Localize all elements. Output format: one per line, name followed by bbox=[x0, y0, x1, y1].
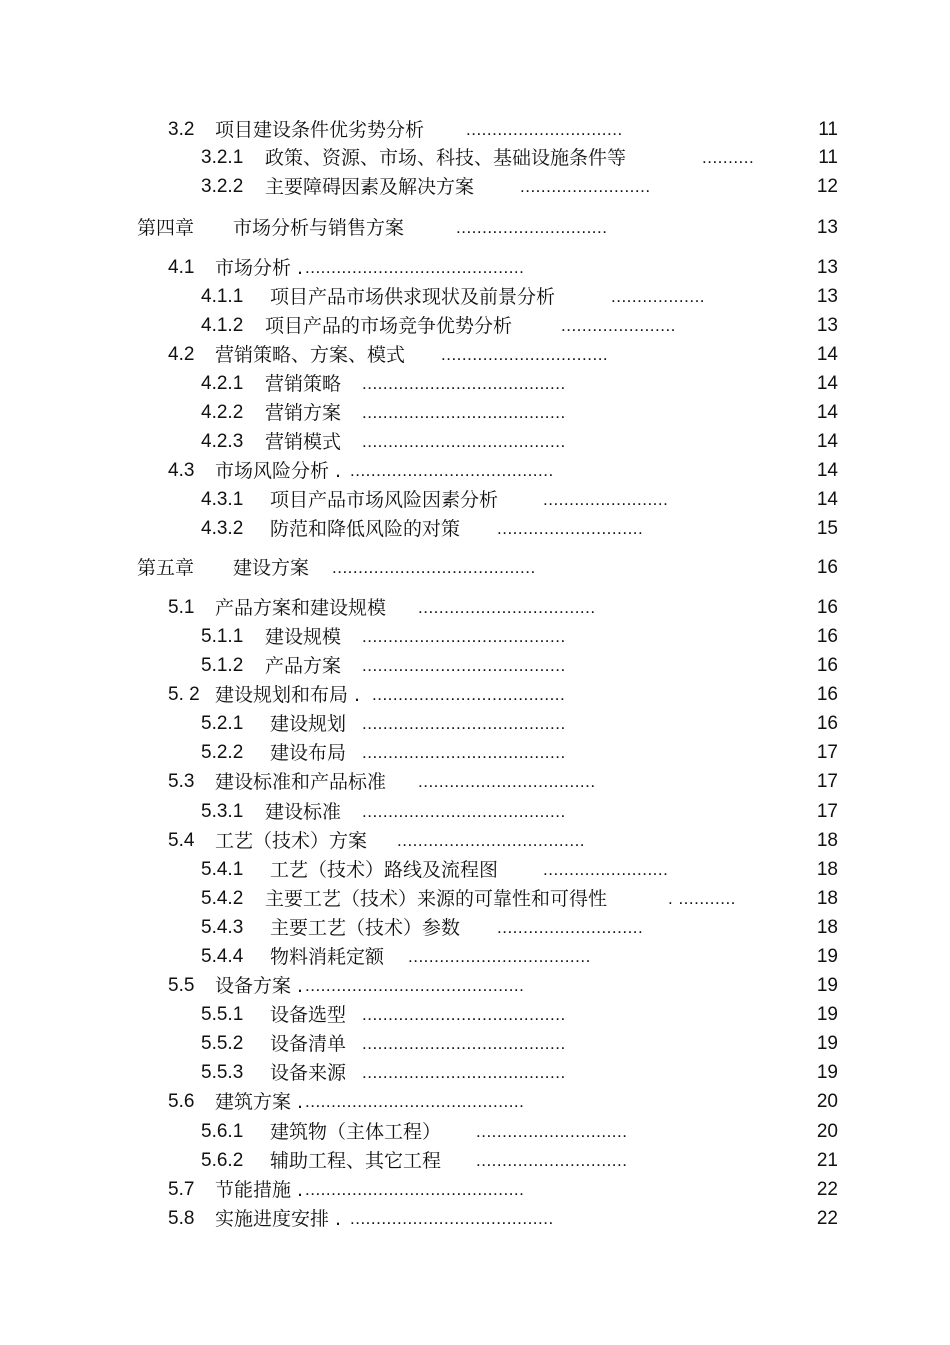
toc-dot-leader: .......................................... bbox=[305, 976, 525, 995]
toc-entry-number: 5.7 bbox=[168, 1179, 195, 1200]
toc-entry-title: 建设布局 bbox=[270, 742, 347, 764]
toc-page-number: 14 bbox=[816, 402, 838, 423]
toc-dot-leader: ....................................... bbox=[362, 656, 566, 675]
toc-entry[interactable] bbox=[0, 516, 950, 542]
toc-entry[interactable] bbox=[0, 915, 950, 941]
toc-entry-title: 主要工艺（技术）参数 bbox=[270, 917, 461, 939]
toc-entry-number: 5.2.1 bbox=[201, 713, 244, 734]
toc-entry-title: 建设规划和布局 . bbox=[215, 684, 361, 706]
toc-dot-leader: .......................................... bbox=[305, 258, 525, 277]
toc-dot-leader: .................................. bbox=[418, 772, 596, 791]
toc-entry-title: 建设方案 bbox=[233, 557, 310, 579]
toc-entry-number: 第五章 bbox=[137, 557, 195, 579]
toc-page-number: 22 bbox=[816, 1179, 838, 1200]
toc-entry-number: 5.6.2 bbox=[201, 1150, 244, 1171]
toc-dot-leader: .......................................... bbox=[305, 1092, 525, 1111]
toc-entry-number: 4.2.3 bbox=[201, 431, 244, 452]
toc-page-number: 14 bbox=[816, 460, 838, 481]
toc-dot-leader: .................. bbox=[611, 287, 706, 306]
toc-entry-number: 5.6 bbox=[168, 1091, 195, 1112]
toc-entry[interactable] bbox=[0, 313, 950, 339]
toc-dot-leader: ....................................... bbox=[362, 1063, 566, 1082]
toc-entry-number: 4.1.2 bbox=[201, 315, 244, 336]
toc-entry-title: 主要障碍因素及解决方案 bbox=[265, 176, 475, 198]
toc-entry-title: 产品方案和建设规模 bbox=[215, 597, 387, 619]
toc-dot-leader: ....................................... bbox=[362, 374, 566, 393]
toc-entry[interactable] bbox=[0, 973, 950, 999]
toc-entry-title: 项目产品市场风险因素分析 bbox=[270, 489, 499, 511]
toc-entry-title: 项目产品的市场竞争优势分析 bbox=[265, 315, 513, 337]
toc-page-number: 21 bbox=[816, 1150, 838, 1171]
toc-entry-number: 5.4.2 bbox=[201, 888, 244, 909]
toc-dot-leader: .................................... bbox=[397, 831, 586, 850]
toc-dot-leader: .................................. bbox=[418, 598, 596, 617]
toc-entry[interactable] bbox=[0, 1119, 950, 1145]
toc-entry-title: 工艺（技术）方案 bbox=[215, 830, 368, 852]
toc-entry[interactable] bbox=[0, 682, 950, 708]
toc-page-number: 19 bbox=[816, 975, 838, 996]
toc-entry[interactable] bbox=[0, 400, 950, 426]
toc-entry[interactable] bbox=[0, 944, 950, 970]
toc-entry-title: 建筑方案 . bbox=[215, 1091, 304, 1113]
toc-entry-number: 5.1 bbox=[168, 597, 195, 618]
toc-page-number: 14 bbox=[816, 344, 838, 365]
toc-entry[interactable] bbox=[0, 429, 950, 455]
toc-dot-leader: ....................................... bbox=[350, 1209, 554, 1228]
toc-entry-number: 5.4 bbox=[168, 830, 195, 851]
toc-entry-number: 4.2.2 bbox=[201, 402, 244, 423]
toc-page-number: 13 bbox=[816, 257, 838, 278]
toc-entry[interactable] bbox=[0, 624, 950, 650]
toc-entry-number: 5.5 bbox=[168, 975, 195, 996]
toc-entry-title: 市场风险分析 . bbox=[215, 460, 342, 482]
toc-entry-title: 政策、资源、市场、科技、基础设施条件等 bbox=[265, 147, 627, 169]
toc-entry-number: 3.2.2 bbox=[201, 176, 244, 197]
toc-entry-number: 5.8 bbox=[168, 1208, 195, 1229]
toc-entry-title: 市场分析 . bbox=[215, 257, 304, 279]
toc-entry[interactable] bbox=[0, 857, 950, 883]
toc-entry[interactable] bbox=[0, 886, 950, 912]
toc-entry-number: 4.2.1 bbox=[201, 373, 244, 394]
toc-entry[interactable] bbox=[0, 828, 950, 854]
toc-entry-title: 节能措施 . bbox=[215, 1179, 304, 1201]
toc-page-number: 18 bbox=[816, 859, 838, 880]
toc-dot-leader: ............................ bbox=[497, 918, 644, 937]
toc-dot-leader: ....................................... bbox=[362, 802, 566, 821]
toc-dot-leader: ....................................... bbox=[362, 403, 566, 422]
toc-entry[interactable] bbox=[0, 769, 950, 795]
toc-entry-title: 市场分析与销售方案 bbox=[233, 217, 405, 239]
toc-page-number: 17 bbox=[816, 771, 838, 792]
toc-dot-leader: ........................ bbox=[543, 860, 669, 879]
toc-entry[interactable] bbox=[0, 284, 950, 310]
toc-page-number: 13 bbox=[816, 217, 838, 238]
toc-entry-title: 建设标准 bbox=[265, 801, 342, 823]
toc-entry[interactable] bbox=[0, 174, 950, 200]
toc-page-number: 19 bbox=[816, 1004, 838, 1025]
toc-page-number: 19 bbox=[816, 1062, 838, 1083]
toc-entry-number: 5. 2 bbox=[168, 684, 200, 705]
toc-entry-number: 5.4.4 bbox=[201, 946, 244, 967]
toc-entry[interactable] bbox=[0, 458, 950, 484]
toc-page-number: 17 bbox=[816, 801, 838, 822]
toc-entry[interactable] bbox=[0, 595, 950, 621]
toc-entry-number: 3.2.1 bbox=[201, 147, 244, 168]
toc-entry-title: 营销策略、方案、模式 bbox=[215, 344, 406, 366]
toc-entry-title: 建设标准和产品标准 bbox=[215, 771, 387, 793]
toc-page-number: 17 bbox=[816, 742, 838, 763]
toc-entry-number: 5.1.2 bbox=[201, 655, 244, 676]
toc-entry-number: 5.6.1 bbox=[201, 1121, 244, 1142]
toc-entry-number: 5.4.3 bbox=[201, 917, 244, 938]
toc-page-number: 18 bbox=[816, 917, 838, 938]
toc-page-number: 13 bbox=[816, 286, 838, 307]
toc-page-number: 18 bbox=[816, 888, 838, 909]
toc-entry-number: 5.4.1 bbox=[201, 859, 244, 880]
toc-entry-title: 建筑物（主体工程） bbox=[270, 1121, 442, 1143]
toc-entry-title: 建设规模 bbox=[265, 626, 342, 648]
toc-dot-leader: .......................................... bbox=[305, 1180, 525, 1199]
toc-page-number: 16 bbox=[816, 597, 838, 618]
toc-entry-number: 5.5.3 bbox=[201, 1062, 244, 1083]
toc-entry[interactable] bbox=[0, 1060, 950, 1086]
toc-dot-leader: . ........... bbox=[668, 889, 736, 908]
toc-entry-number: 4.3.2 bbox=[201, 518, 244, 539]
toc-entry-title: 项目建设条件优劣势分析 bbox=[215, 119, 425, 141]
toc-entry[interactable] bbox=[0, 371, 950, 397]
toc-entry-title: 主要工艺（技术）来源的可靠性和可得性 bbox=[265, 888, 608, 910]
toc-entry-title: 设备选型 bbox=[270, 1004, 347, 1026]
toc-page-number: 16 bbox=[816, 655, 838, 676]
toc-page-number: 16 bbox=[816, 713, 838, 734]
toc-page-number: 16 bbox=[816, 684, 838, 705]
toc-entry[interactable] bbox=[0, 711, 950, 737]
toc-dot-leader: ........................ bbox=[543, 490, 669, 509]
toc-entry[interactable] bbox=[0, 117, 950, 143]
toc-entry-number: 5.5.2 bbox=[201, 1033, 244, 1054]
toc-entry-title: 项目产品市场供求现状及前景分析 bbox=[270, 286, 556, 308]
toc-dot-leader: ....................................... bbox=[332, 558, 536, 577]
toc-page-number: 11 bbox=[818, 119, 838, 140]
toc-dot-leader: ......................... bbox=[520, 177, 651, 196]
toc-dot-leader: ................................... bbox=[408, 947, 591, 966]
toc-entry-number: 第四章 bbox=[137, 217, 195, 239]
toc-entry-title: 设备清单 bbox=[270, 1033, 347, 1055]
toc-page-number: 14 bbox=[816, 489, 838, 510]
toc-dot-leader: .......... bbox=[702, 148, 755, 167]
toc-page-number: 13 bbox=[816, 315, 838, 336]
toc-page-number: 14 bbox=[816, 373, 838, 394]
toc-dot-leader: ............................ bbox=[497, 519, 644, 538]
toc-page-number: 22 bbox=[816, 1208, 838, 1229]
toc-dot-leader: ..................................... bbox=[372, 685, 566, 704]
toc-page-number: 20 bbox=[816, 1121, 838, 1142]
toc-dot-leader: .............................. bbox=[466, 120, 623, 139]
toc-dot-leader: ....................................... bbox=[362, 714, 566, 733]
toc-dot-leader: ............................. bbox=[476, 1151, 628, 1170]
toc-page-number: 16 bbox=[816, 557, 838, 578]
toc-entry-number: 4.1.1 bbox=[201, 286, 244, 307]
toc-dot-leader: ....................................... bbox=[350, 461, 554, 480]
toc-page-number: 18 bbox=[816, 830, 838, 851]
toc-dot-leader: ................................ bbox=[441, 345, 609, 364]
toc-dot-leader: ...................... bbox=[561, 316, 676, 335]
toc-entry[interactable] bbox=[0, 487, 950, 513]
toc-entry-title: 设备方案 . bbox=[215, 975, 304, 997]
toc-page-number: 16 bbox=[816, 626, 838, 647]
toc-page-number: 19 bbox=[816, 1033, 838, 1054]
toc-entry-title: 实施进度安排 . bbox=[215, 1208, 342, 1230]
toc-entry[interactable] bbox=[0, 1002, 950, 1028]
toc-entry-title: 辅助工程、其它工程 bbox=[270, 1150, 442, 1172]
toc-page-number: 19 bbox=[816, 946, 838, 967]
toc-entry[interactable] bbox=[0, 740, 950, 766]
toc-dot-leader: ....................................... bbox=[362, 1034, 566, 1053]
toc-dot-leader: ....................................... bbox=[362, 743, 566, 762]
toc-entry-title: 营销模式 bbox=[265, 431, 342, 453]
toc-entry[interactable] bbox=[0, 555, 950, 581]
toc-page-number: 12 bbox=[816, 176, 838, 197]
toc-entry[interactable] bbox=[0, 1148, 950, 1174]
toc-dot-leader: ............................. bbox=[476, 1122, 628, 1141]
toc-entry-title: 工艺（技术）路线及流程图 bbox=[270, 859, 499, 881]
toc-entry-number: 5.3.1 bbox=[201, 801, 244, 822]
toc-entry-title: 设备来源 bbox=[270, 1062, 347, 1084]
toc-entry-number: 4.1 bbox=[168, 257, 195, 278]
toc-entry[interactable] bbox=[0, 799, 950, 825]
toc-dot-leader: ....................................... bbox=[362, 1005, 566, 1024]
toc-page-number: 20 bbox=[816, 1091, 838, 1112]
toc-entry-title: 建设规划 bbox=[270, 713, 347, 735]
toc-entry-number: 4.2 bbox=[168, 344, 195, 365]
toc-entry-number: 5.5.1 bbox=[201, 1004, 244, 1025]
toc-entry-title: 产品方案 bbox=[265, 655, 342, 677]
toc-entry[interactable] bbox=[0, 1206, 950, 1232]
toc-entry[interactable] bbox=[0, 145, 950, 171]
toc-entry-number: 5.1.1 bbox=[201, 626, 244, 647]
toc-entry[interactable] bbox=[0, 255, 950, 281]
toc-entry-number: 4.3.1 bbox=[201, 489, 244, 510]
toc-dot-leader: ....................................... bbox=[362, 432, 566, 451]
toc-entry[interactable] bbox=[0, 1031, 950, 1057]
toc-entry-number: 4.3 bbox=[168, 460, 195, 481]
toc-page-number: 11 bbox=[818, 147, 838, 168]
toc-entry-number: 3.2 bbox=[168, 119, 195, 140]
toc-dot-leader: ....................................... bbox=[362, 627, 566, 646]
toc-entry-number: 5.3 bbox=[168, 771, 195, 792]
toc-page-number: 15 bbox=[816, 518, 838, 539]
toc-entry-title: 防范和降低风险的对策 bbox=[270, 518, 461, 540]
toc-entry[interactable] bbox=[0, 653, 950, 679]
toc-entry[interactable] bbox=[0, 342, 950, 368]
toc-entry[interactable] bbox=[0, 1089, 950, 1115]
toc-entry-title: 物料消耗定额 bbox=[270, 946, 385, 968]
toc-dot-leader: ............................. bbox=[456, 218, 608, 237]
toc-entry-title: 营销方案 bbox=[265, 402, 342, 424]
toc-page-number: 14 bbox=[816, 431, 838, 452]
toc-entry-number: 5.2.2 bbox=[201, 742, 244, 763]
toc-entry[interactable] bbox=[0, 215, 950, 241]
toc-entry[interactable] bbox=[0, 1177, 950, 1203]
toc-entry-title: 营销策略 bbox=[265, 373, 342, 395]
